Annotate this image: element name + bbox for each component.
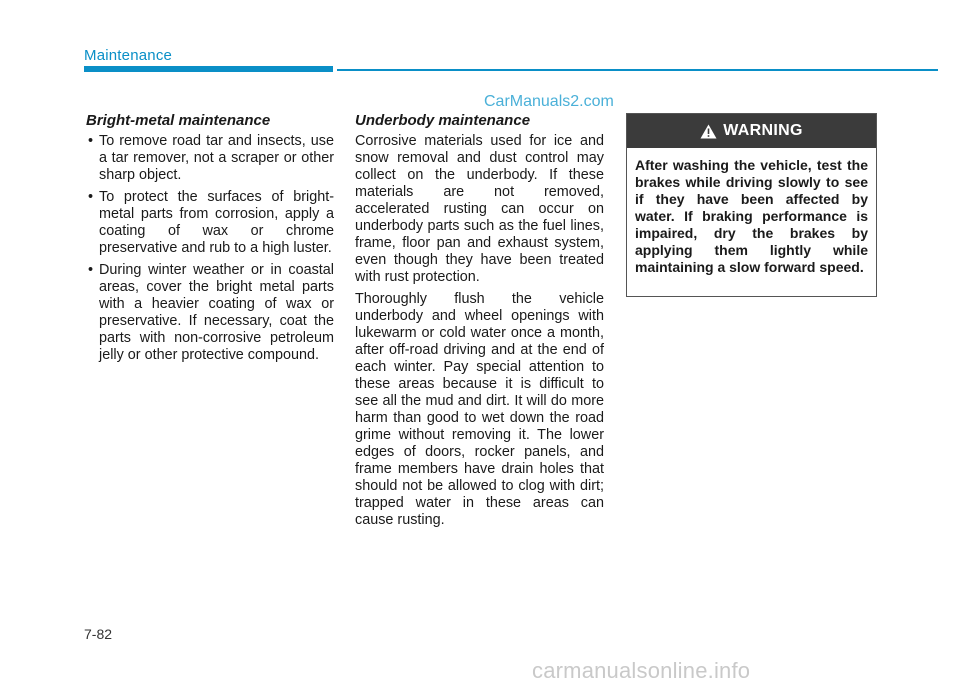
list-item: • During winter weather or in coastal areas, cover the bright metal parts with a heavier coating of wax or preservative. If necessary, coat the parts with non-corrosive petroleum jelly or other protective compound. — [86, 262, 334, 364]
warning-box — [626, 113, 877, 297]
list-item: • To remove road tar and insects, use a tar remover, not a scraper or other sharp object. — [86, 133, 334, 184]
bright-metal-list — [86, 133, 334, 364]
header-rule-thin — [337, 69, 938, 71]
underbody-paragraph: Corrosive materials used for ice and snow removal and dust control may collect on the underbody. If these materials are not removed, accelerated rusting can occur on underbody parts such as the fuel lines, frame, floor pan and exhaust system, even though they have been treated with rust protection. — [355, 133, 604, 285]
heading-bright-metal: Bright-metal maintenance — [86, 112, 271, 129]
page-number: 7-82 — [84, 626, 113, 642]
list-item: • To protect the surfaces of bright-metal parts from corrosion, apply a coating of wax or chrome preservative and rub to a high luster. — [86, 189, 334, 257]
warning-title: WARNING — [723, 122, 803, 139]
section-title: Maintenance — [84, 47, 173, 64]
column-underbody — [355, 112, 604, 534]
header-rule-thick — [84, 66, 333, 72]
warning-header — [627, 114, 876, 148]
watermark-top[interactable]: CarManuals2.com — [484, 93, 614, 110]
warning-text: After washing the vehicle, test the brakes while driving slowly to see if they have been affected by water. If braking performance is impaired, dry the brakes by applying them lightly while maintaining a slow forward speed. — [635, 157, 868, 275]
watermark-bottom[interactable]: carmanualsonline.info — [532, 658, 751, 683]
column-bright-metal — [86, 112, 334, 369]
warning-triangle-icon — [700, 124, 717, 139]
heading-underbody: Underbody maintenance — [355, 112, 531, 129]
underbody-paragraph: Thoroughly flush the vehicle underbody and wheel openings with lukewarm or cold water once a month, after off-road driving and at the end of each winter. Pay special attention to these areas because it is difficult to see all the mud and dirt. It will do more harm than good to wet down the road grime without removing it. The lower edges of doors, rocker panels, and frame members have drain holes that should not be allowed to clog with dirt; trapped water in these areas can cause rusting. — [355, 291, 604, 528]
